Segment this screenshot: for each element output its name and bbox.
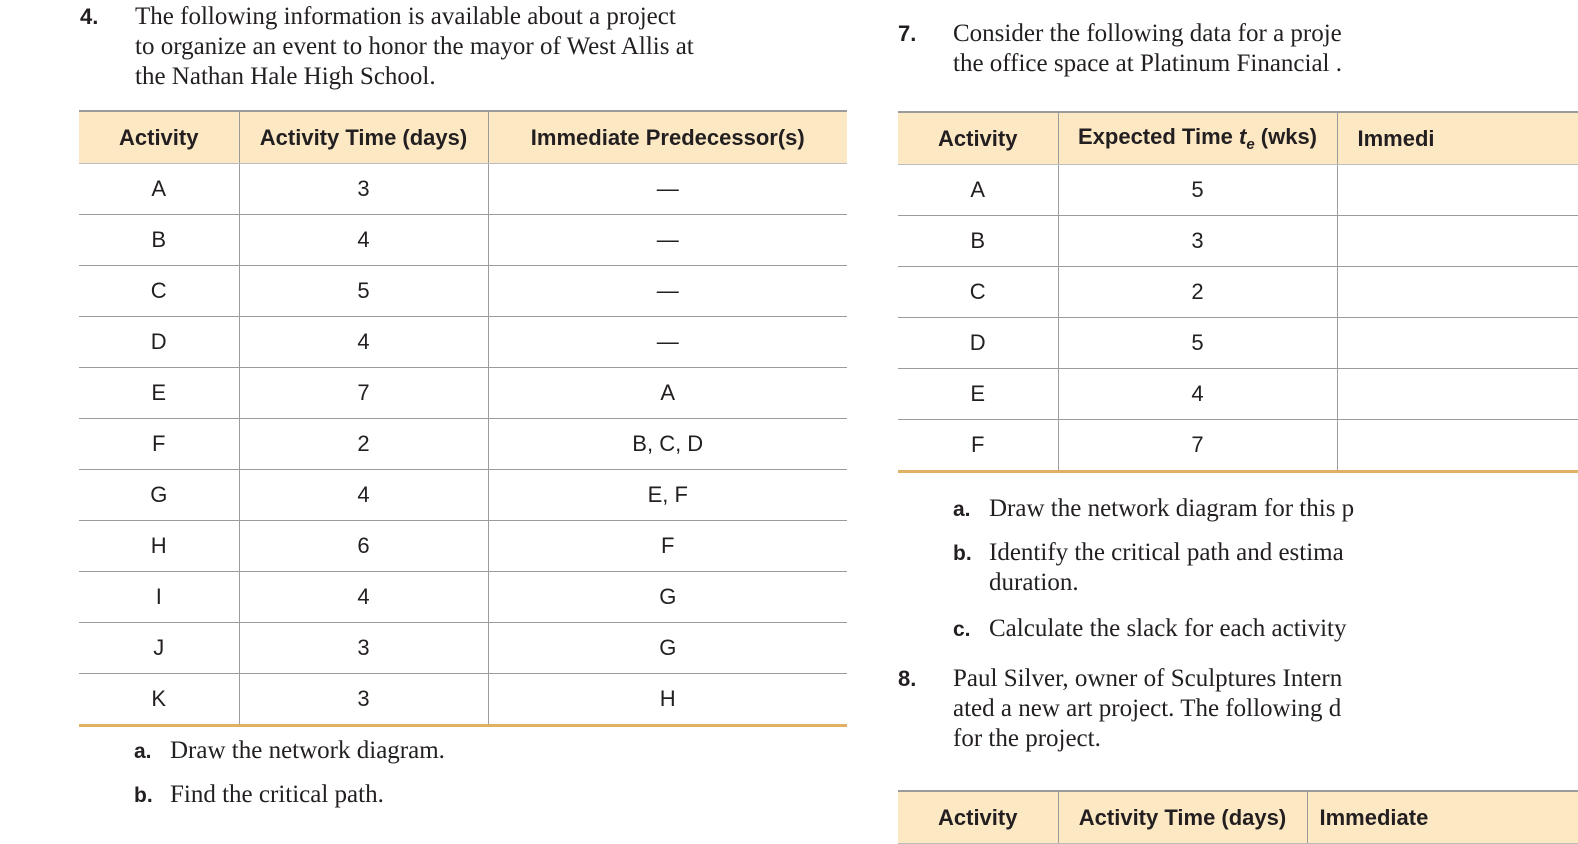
table-row: E 7 A xyxy=(79,368,847,419)
table-row: D 5 xyxy=(898,318,1578,369)
subquestion-4a: a. Draw the network diagram. xyxy=(134,737,445,764)
table-row: E 4 xyxy=(898,369,1578,420)
table-header-row xyxy=(79,111,847,164)
header-activity: Activity xyxy=(898,112,1058,165)
table-row: B 4 — xyxy=(79,215,847,266)
table-row: A 5 xyxy=(898,165,1578,216)
problem-text: Consider the following data for a proje the office space at Platinum Financial . xyxy=(953,20,1343,77)
header-predecessors: Immediate Predecessor(s) xyxy=(488,111,847,164)
table-row: H 6 F xyxy=(79,521,847,572)
problem-8-statement xyxy=(898,664,1438,756)
header-activity-time: Activity Time (days) xyxy=(1058,791,1307,844)
problem-8-table-partial xyxy=(898,790,1578,844)
problem-number: 4. xyxy=(80,4,99,29)
table-row: G 4 E, F xyxy=(79,470,847,521)
header-predecessors: Immediate xyxy=(1307,791,1578,844)
header-activity-time: Activity Time (days) xyxy=(239,111,488,164)
header-activity: Activity xyxy=(79,111,239,164)
table-row: C 5 — xyxy=(79,266,847,317)
problem-4-statement xyxy=(80,2,860,94)
subquestion-7c: c. Calculate the slack for each activity xyxy=(953,615,1347,642)
table-row: B 3 xyxy=(898,216,1578,267)
table-header-row xyxy=(898,791,1578,844)
problem-4-table xyxy=(79,110,847,727)
header-expected-time: Expected Time $t_e$ (wks) xyxy=(1058,112,1337,165)
problem-number: 7. xyxy=(898,21,917,46)
subquestion-4b: b. Find the critical path. xyxy=(134,781,384,808)
problem-7-statement xyxy=(898,19,1438,81)
table-row: F 7 xyxy=(898,420,1578,472)
subquestion-7a: a. Draw the network diagram for this p xyxy=(953,495,1355,522)
table-row: I 4 G xyxy=(79,572,847,623)
problem-number: 8. xyxy=(898,666,917,691)
table-row: F 2 B, C, D xyxy=(79,419,847,470)
subquestion-7b: b. Identify the critical path and estima duration. xyxy=(953,539,1344,596)
problem-7-table xyxy=(898,111,1578,473)
table-row: D 4 — xyxy=(79,317,847,368)
problem-text: The following information is available about a project to organize an event to honor the mayor of West Allis at the Nathan Hale High School. xyxy=(135,3,694,90)
table-row: J 3 G xyxy=(79,623,847,674)
header-predecessors: Immedi xyxy=(1337,112,1578,165)
table-header-row xyxy=(898,112,1578,165)
header-activity: Activity xyxy=(898,791,1058,844)
table-row: C 2 xyxy=(898,267,1578,318)
table-row: A 3 — xyxy=(79,164,847,215)
problem-text: Paul Silver, owner of Sculptures Intern ated a new art project. The following d for the project. xyxy=(953,665,1343,752)
table-row: K 3 H xyxy=(79,674,847,726)
